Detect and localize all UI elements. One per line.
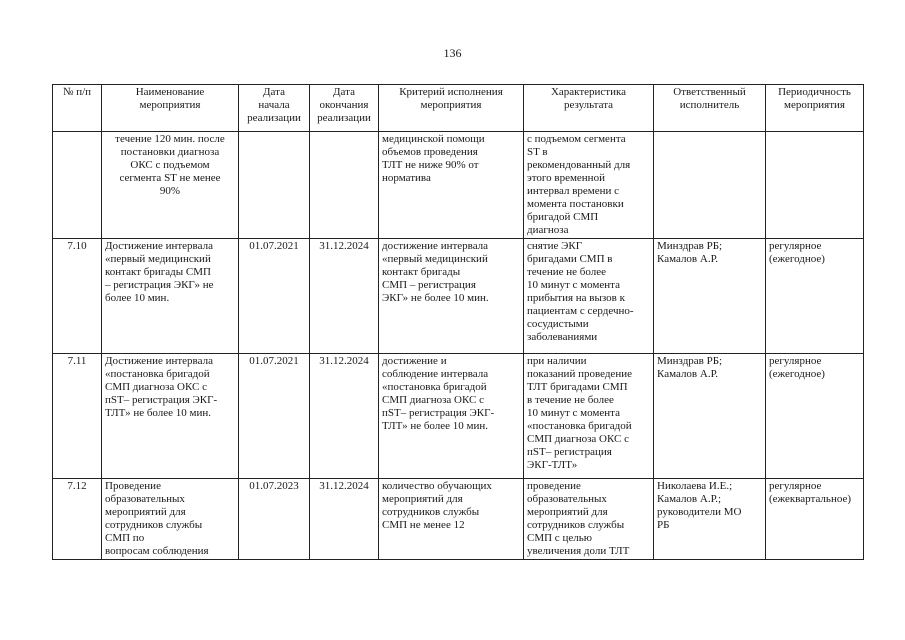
cell-result: проведение образовательных мероприятий для сотрудников службы СМП с целью увеличения доли ТЛТ: [524, 479, 654, 560]
cell-criterion: количество обучающих мероприятий для сотрудников службы СМП не менее 12: [379, 479, 524, 560]
cell-end-date: 31.12.2024: [310, 354, 379, 479]
cell-num: 7.12: [53, 479, 102, 560]
page-number: 136: [443, 46, 462, 60]
cell-num: 7.11: [53, 354, 102, 479]
cell-periodicity: регулярное (ежеквартальное): [766, 479, 864, 560]
cell-criterion: достижение и соблюдение интервала «постановка бригадой СМП диагноза ОКС с пST– регистрация ЭКГ- ТЛТ» не более 10 мин.: [379, 354, 524, 479]
header-periodicity: Периодичность мероприятия: [766, 85, 864, 132]
header-criterion: Критерий исполнения мероприятия: [379, 85, 524, 132]
cell-periodicity: регулярное (ежегодное): [766, 239, 864, 354]
cell-name: течение 120 мин. после постановки диагноза ОКС с подъемом сегмента ST не менее 90%: [102, 132, 239, 239]
header-start-date: Дата начала реализации: [239, 85, 310, 132]
cell-start-date: 01.07.2021: [239, 239, 310, 354]
cell-responsible: [654, 132, 766, 239]
cell-start-date: 01.07.2023: [239, 479, 310, 560]
header-result: Характеристика результата: [524, 85, 654, 132]
cell-criterion: медицинской помощи объемов проведения ТЛТ не ниже 90% от норматива: [379, 132, 524, 239]
cell-name: Достижение интервала «первый медицинский контакт бригады СМП – регистрация ЭКГ» не более 10 мин.: [102, 239, 239, 354]
cell-start-date: [239, 132, 310, 239]
header-num: № п/п: [53, 85, 102, 132]
cell-name: Достижение интервала «постановка бригадой СМП диагноза ОКС с пST– регистрация ЭКГ- ТЛТ» не более 10 мин.: [102, 354, 239, 479]
cell-result: с подъемом сегмента ST в рекомендованный для этого временной интервал времени с момента постановки бригадой СМП диагноза: [524, 132, 654, 239]
cell-num: [53, 132, 102, 239]
cell-responsible: Николаева И.Е.; Камалов А.Р.; руководители МО РБ: [654, 479, 766, 560]
cell-name: Проведение образовательных мероприятий для сотрудников службы СМП по вопросам соблюдения: [102, 479, 239, 560]
cell-periodicity: [766, 132, 864, 239]
cell-periodicity: регулярное (ежегодное): [766, 354, 864, 479]
cell-criterion: достижение интервала «первый медицинский контакт бригады СМП – регистрация ЭКГ» не более 10 мин.: [379, 239, 524, 354]
cell-end-date: 31.12.2024: [310, 479, 379, 560]
table-row: [53, 479, 864, 560]
table-row: [53, 132, 864, 239]
cell-end-date: [310, 132, 379, 239]
measures-table: [52, 84, 864, 560]
cell-start-date: 01.07.2021: [239, 354, 310, 479]
header-responsible: Ответственный исполнитель: [654, 85, 766, 132]
table-row: [53, 239, 864, 354]
cell-result: при наличии показаний проведение ТЛТ бригадами СМП в течение не более 10 минут с момента «постановка бригадой СМП диагноза ОКС с пST– регистрация ЭКГ-ТЛТ»: [524, 354, 654, 479]
table-header-row: [53, 85, 864, 132]
table-row: [53, 354, 864, 479]
cell-num: 7.10: [53, 239, 102, 354]
header-name: Наименование мероприятия: [102, 85, 239, 132]
cell-end-date: 31.12.2024: [310, 239, 379, 354]
cell-responsible: Минздрав РБ; Камалов А.Р.: [654, 354, 766, 479]
cell-result: снятие ЭКГ бригадами СМП в течение не более 10 минут с момента прибытия на вызов к пациентам с сердечно- сосудистыми заболеваниями: [524, 239, 654, 354]
cell-responsible: Минздрав РБ; Камалов А.Р.: [654, 239, 766, 354]
header-end-date: Дата окончания реализации: [310, 85, 379, 132]
